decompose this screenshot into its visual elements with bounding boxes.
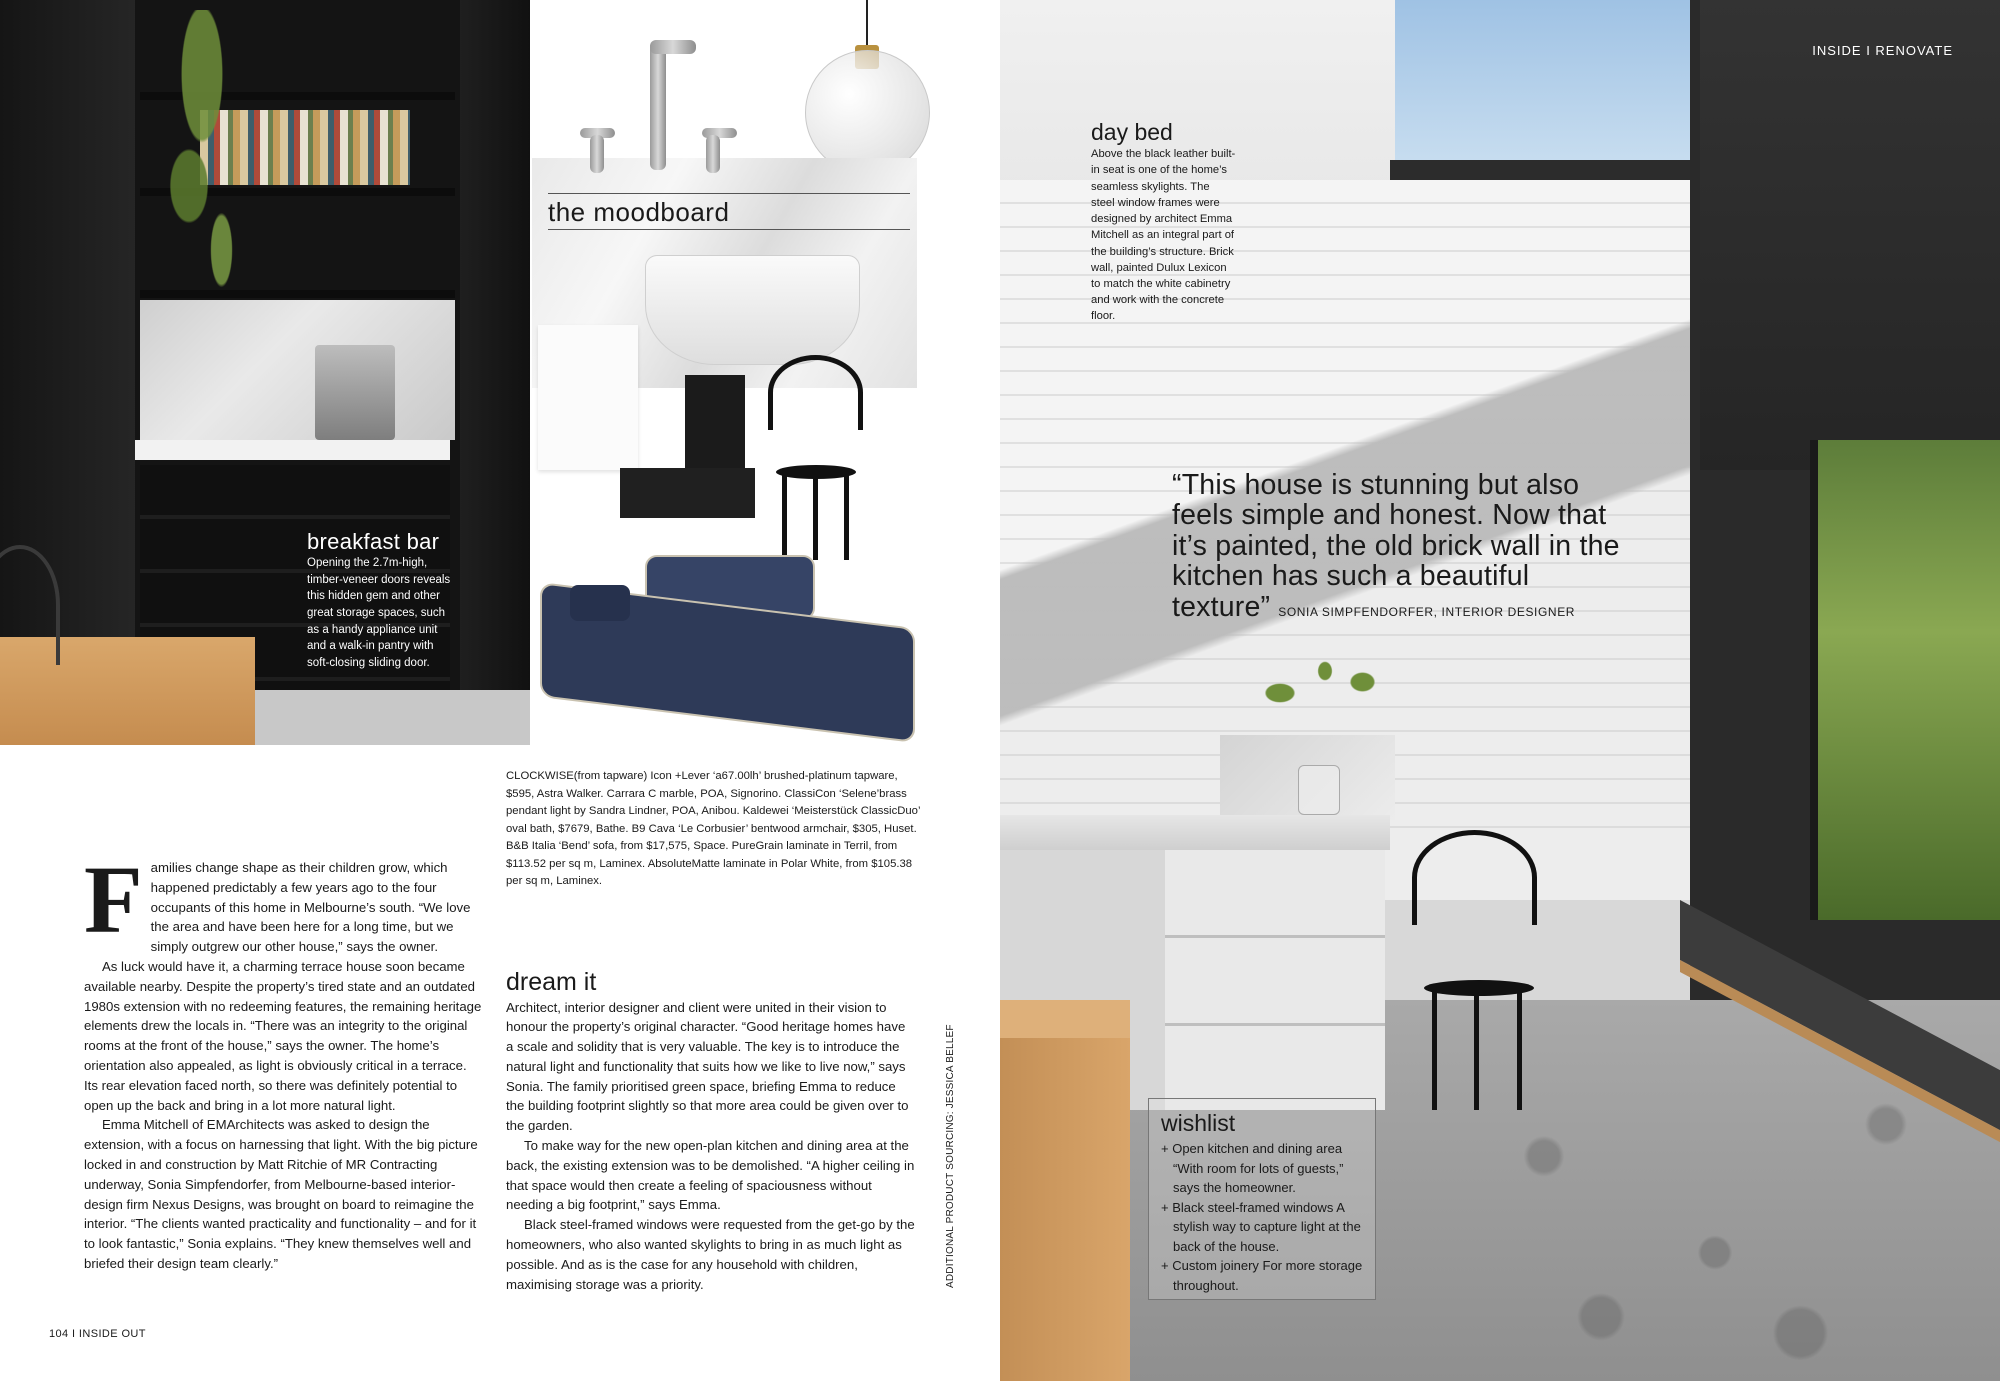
photo-table — [1000, 1038, 1130, 1381]
title-rule-bottom — [548, 229, 910, 230]
photo-counter — [135, 440, 450, 460]
photo-greenery — [1250, 660, 1400, 770]
photo-counter — [1000, 815, 1390, 850]
list-item: + Custom joinery For more storage throughout. — [1161, 1258, 1363, 1293]
wishlist-list — [1161, 1139, 1363, 1295]
sofa-image — [530, 555, 925, 735]
photo-plant — [150, 10, 280, 330]
tap-right — [706, 135, 720, 173]
article-column-1 — [84, 846, 484, 1274]
tap-spout — [650, 42, 666, 170]
photo-coffee-machine — [315, 345, 395, 440]
moodboard-title: the moodboard — [548, 197, 730, 227]
breakfast-bar-caption — [307, 530, 452, 672]
caption-body: Above the black leather built-in seat is one of the home’s seamless skylights. The steel window frames were designed by architect Emma Mitchell as an integral part of the building’s structure. Brick wall, painted Dulux Lexicon to match the white cabinetry and work with the concrete floor. — [1091, 148, 1236, 323]
day-bed-caption — [1091, 120, 1236, 325]
paragraph: Emma Mitchell of EMArchitects was asked to design the extension, with a focus on harnessing that light. With the big picture locked in and construction by Matt Ritchie of MR Contracting underway, Sonia Simpfendorfer, from Melbourne-based interior-design firm Nexus Designs, was brought on board to reimagine the interior. “The clients wanted practicality and functionality – and for it to look fantastic,” Sonia explains. “They knew themselves well and briefed their design team clearly.” — [84, 1117, 478, 1271]
quote-attribution: SONIA SIMPFENDORFER, INTERIOR DESIGNER — [1278, 604, 1576, 619]
paragraph: Architect, interior designer and client were united in their vision to honour the property’s original character. “Good heritage homes have a scale and solidity that is very valuable. The key is to introduce the natural light and functionality that suits how we like to live now,” says Sonia. The family prioritised green space, briefing Emma to reduce the building footprint slightly so that more area could be given over to the garden. — [506, 999, 909, 1134]
photo-beam — [1390, 160, 1690, 180]
moodboard — [530, 0, 1000, 745]
paragraph: amilies change shape as their children grow, which happened predictably a few years ago to the four occupants of this home in Melbourne’s south. “We love the area and have been here for a long time, but we simply outgrew our other house,” says the owner. — [150, 860, 471, 955]
title-rule-top — [548, 193, 910, 194]
caption-body: Opening the 2.7m-high, timber-veneer doors reveals this hidden gem and other great storage spaces, such as a handy appliance unit and a walk-in pantry with soft-closing sliding door. — [307, 557, 451, 670]
dark-laminate-swatch-2 — [620, 468, 755, 518]
kitchen-photo — [0, 0, 530, 745]
drop-cap: F — [84, 846, 143, 953]
photo-drawers — [1165, 850, 1385, 1110]
wishlist-title: wishlist — [1161, 1110, 1236, 1136]
photo-dark-roof — [1700, 0, 2000, 470]
tap-left — [590, 135, 604, 173]
photo-chair — [1412, 830, 1547, 1110]
section-label: INSIDE I RENOVATE — [1812, 43, 1953, 58]
caption-title: breakfast bar — [307, 529, 440, 554]
list-item: + Black steel-framed windows A stylish way to capture light at the back of the house. — [1161, 1199, 1361, 1254]
subheading: dream it — [506, 968, 597, 996]
bentwood-chair-image — [768, 355, 863, 560]
paragraph: As luck would have it, a charming terrace house soon became available nearby. Despite the property’s tired state and an outdated 1980s extension with no redeeming features, the remaining heritage elements drew the locals in. “There was an integrity to the original rooms at the front of the house,” says the owner. The home’s orientation also appealed, as light is obviously critical in a terrace. Its rear elevation faced north, so there was definitely potential to open up the back and bring in a lot more natural light. — [84, 958, 482, 1113]
photo-door — [460, 0, 530, 745]
paragraph: To make way for the new open-plan kitchen and dining area at the back, the existing extension was to be demolished. “A higher ceiling in that space would then create a feeling of spaciousness without needing a big footprint,” says Emma. — [506, 1138, 915, 1213]
photo-table-top — [1000, 1000, 1130, 1038]
page-folio: 104 I INSIDE OUT — [49, 1328, 146, 1340]
tap-spout-top — [650, 40, 696, 54]
pendant-light-image — [805, 50, 930, 175]
caption-title: day bed — [1091, 119, 1173, 145]
list-item: + Open kitchen and dining area “With room for lots of guests,” says the homeowner. — [1161, 1141, 1344, 1196]
white-laminate-swatch — [538, 325, 638, 470]
moodboard-credits: CLOCKWISE(from tapware) Icon +Lever ‘a67.00lh’ brushed-platinum tapware, $595, Astra Walker. Carrara C marble, POA, Signorino. ClassiCon ‘Selene’brass pendant light by Sandra Lindner, POA, Anibou. Kaldewei ‘Meisterstück ClassicDuo’ oval bath, $7679, Bathe. B9 Cava ‘Le Corbusier’ bentwood armchair, $305, Huset. B&B Italia ‘Bend’ sofa, from $17,575, Space. PureGrain laminate in Terril, from $113.52 per sq m, Laminex. AbsoluteMatte laminate in Polar White, from $105.38 per sq m, Laminex. — [506, 770, 921, 887]
quote-text: “This house is stunning but also feels simple and honest. Now that it’s painted, the old brick wall in the kitchen has such a beautiful texture” — [1172, 469, 1620, 623]
vertical-credit: ADDITIONAL PRODUCT SOURCING: JESSICA BELLEF — [945, 1024, 956, 1288]
paragraph: Black steel-framed windows were requested from the get-go by the homeowners, who also wanted skylights to bring in as much light as possible. And as is the case for any household with children, maximising storage was a priority. — [506, 1217, 915, 1292]
photo-vase — [1298, 765, 1340, 815]
article-column-2 — [506, 969, 916, 1294]
photo-window — [1810, 440, 2000, 920]
pull-quote — [1172, 470, 1642, 622]
wishlist-box — [1148, 1098, 1376, 1300]
bath-image — [645, 255, 860, 365]
